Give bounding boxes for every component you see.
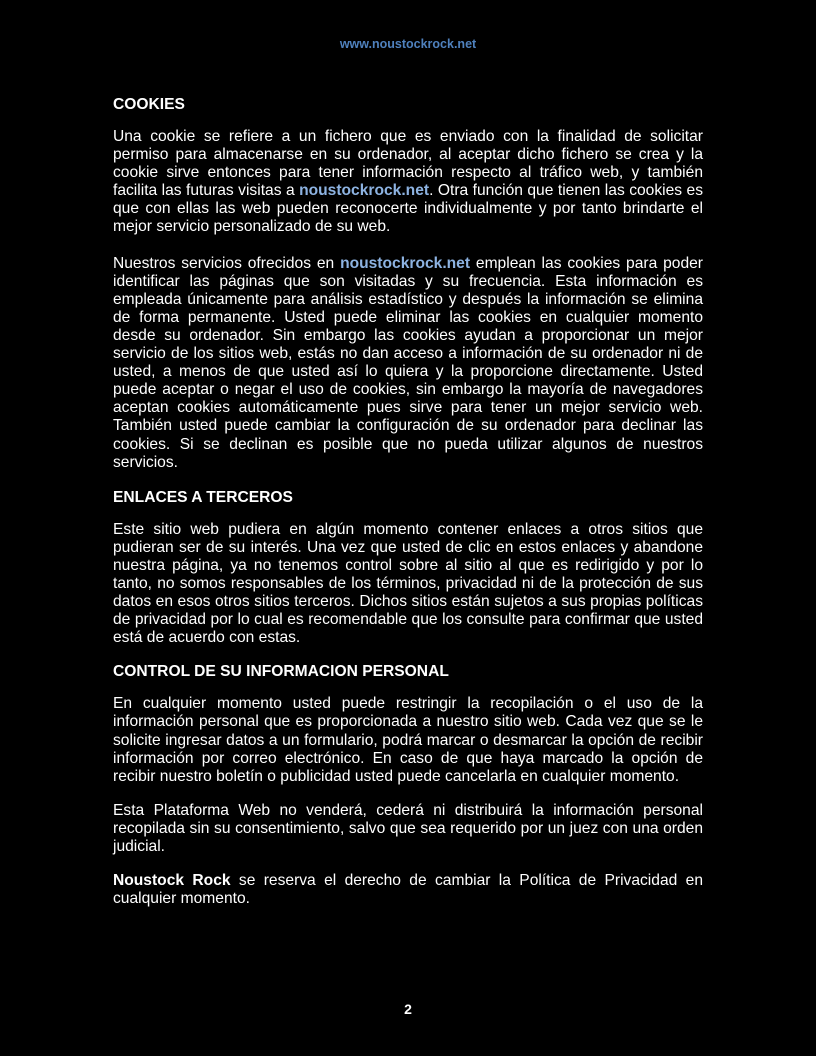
page-number: 2 (404, 1001, 412, 1017)
cookies-paragraph-1-text-b: . Otra función que tienen las cookies es que con ellas las web pueden reconocerte individualmente y por tanto brindarte el mejor servicio personalizado de su web. (113, 182, 703, 236)
control-paragraph-3 (113, 872, 703, 908)
document-body (113, 96, 703, 908)
control-paragraph-3-text: se reserva el derecho de cambiar la Política de Privacidad en cualquier momento. (113, 872, 703, 908)
cookies-paragraph-2-text-a: Nuestros servicios ofrecidos en (113, 254, 341, 272)
section-heading-cookies: COOKIES (113, 96, 185, 113)
company-name: Noustock Rock (113, 872, 231, 890)
control-paragraph-1: En cualquier momento usted puede restringir la recopilación o el uso de la información personal que es proporcionada a nuestro sitio web. Cada vez que se le solicite ingresar datos a un formulario, podrá marcar o desmarcar la opción de recibir información por correo electrónico. En caso de que haya marcado la opción de recibir nuestro boletín o publicidad usted puede cancelarla en cualquier momento. (113, 695, 703, 785)
cookies-paragraph-1 (113, 128, 703, 237)
site-link[interactable]: noustockrock.net (299, 182, 430, 200)
cookies-paragraph-2-text-b: emplean las cookies para poder identificar las páginas que son visitadas y su frecuencia. Esta información es empleada únicamente para análisis estadístico y después la información se elimina de forma permanente. Usted puede eliminar las cookies en cualquier momento desde su ordenador. Sin embargo las cookies ayudan a proporcionar un mejor servicio de los sitios web, estás no dan acceso a información de su ordenador ni de usted, a menos de que usted así lo quiera y la proporcione directamente. Usted puede aceptar o negar el uso de cookies, sin embargo la mayoría de navegadores aceptan cookies automáticamente pues sirve para tener un mejor servicio web. También usted puede cambiar la configuración de su ordenador para declinar las cookies. Si se declinan es posible que no pueda utilizar algunos de nuestros servicios. (113, 254, 703, 471)
control-paragraph-2: Esta Plataforma Web no venderá, cederá ni distribuirá la información personal recopilada sin su consentimiento, salvo que sea requerido por un juez con una orden judicial. (113, 801, 703, 855)
enlaces-paragraph: Este sitio web pudiera en algún momento contener enlaces a otros sitios que pudieran ser de su interés. Una vez que usted de clic en estos enlaces y abandone nuestra página, ya no tenemos control sobre al sitio al que es redirigido y por lo tanto, no somos responsables de los términos, privacidad ni de la protección de sus datos en esos otros sitios terceros. Dichos sitios están sujetos a sus propias políticas de privacidad por lo cual es recomendable que los consulte para confirmar que usted está de acuerdo con estas. (113, 520, 703, 647)
section-heading-control: CONTROL DE SU INFORMACION PERSONAL (113, 663, 449, 681)
page-header-url[interactable]: www.noustockrock.net (339, 37, 477, 51)
cookies-paragraph-1-text-a: Una cookie se refiere a un fichero que es enviado con la finalidad de solicitar permiso para almacenarse en su ordenador, al aceptar dicho fichero se crea y la cookie sirve entonces para tener información respecto al tráfico web, y también facilita las futuras visitas a (113, 128, 703, 200)
section-heading-enlaces: ENLACES A TERCEROS (113, 488, 293, 506)
site-link[interactable]: noustockrock.net (340, 254, 471, 272)
cookies-paragraph-2 (113, 255, 703, 472)
